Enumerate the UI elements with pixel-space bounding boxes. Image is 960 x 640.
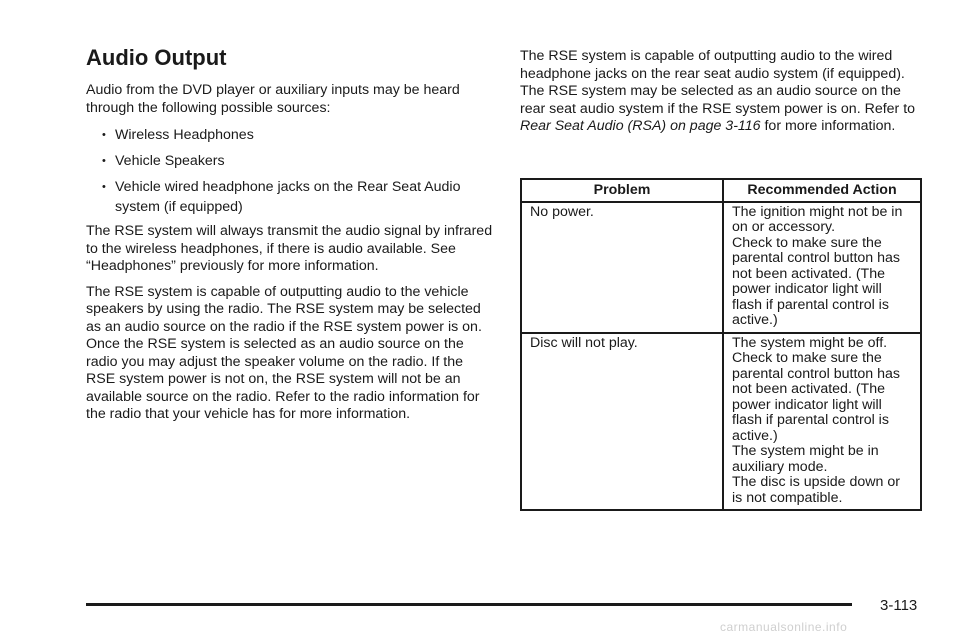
action-line: The disc is upside down or is not compatible. <box>732 474 900 506</box>
list-item-text: Vehicle wired headphone jacks on the Rear Seat Audio system (if equipped) <box>115 179 461 215</box>
speakers-paragraph: The RSE system is capable of outputting audio to the vehicle speakers by using the radio. The RSE system may be selected as an audio source on the radio if the RSE system power is on. Once the RSE system is selected as an audio source on the radio you may adjust the speaker volume on the radio. If the RSE system power is not on, the RSE system will not be an available source on the radio. Refer to the radio information for the radio that your vehicle has for more information. <box>86 283 482 422</box>
left-column <box>86 44 496 432</box>
list-item-text: Vehicle Speakers <box>115 153 225 169</box>
action-line: Check to make sure the parental control button has not been activated. (The power indicator light will flash if parental control is active.) <box>732 350 900 444</box>
page-number: 3-113 <box>880 597 918 614</box>
action-cell <box>723 202 921 333</box>
section-title: Audio Output <box>86 45 227 70</box>
list-item <box>86 177 496 217</box>
column-header-problem: Problem <box>521 179 723 202</box>
footer-rule <box>86 603 852 606</box>
table-row <box>521 202 921 333</box>
bullet-icon: • <box>102 181 106 193</box>
bullet-icon: • <box>102 155 106 167</box>
paragraph-text-end: for more information. <box>760 118 896 134</box>
intro-paragraph: Audio from the DVD player or auxiliary inputs may be heard through the following possible sources: <box>86 82 460 116</box>
watermark: carmanualsonline.info <box>720 620 848 634</box>
troubleshooting-table <box>520 178 922 511</box>
right-column <box>520 48 922 144</box>
wireless-paragraph: The RSE system will always transmit the audio signal by infrared to the wireless headphones, if there is audio available. See “Headphones” previously for more information. <box>86 223 493 274</box>
action-cell <box>723 333 921 511</box>
action-line: Check to make sure the parental control button has not been activated. (The power indicator light will flash if parental control is active.) <box>732 234 900 328</box>
headphone-jacks-paragraph <box>520 48 922 136</box>
paragraph-text: The RSE system is capable of outputting audio to the wired headphone jacks on the rear seat audio system (if equipped). The RSE system may be selected as an audio source on the rear seat audio system if the RSE system power is on. Refer to <box>520 48 916 117</box>
problem-cell: Disc will not play. <box>521 333 723 511</box>
list-item <box>86 151 496 171</box>
table-header-row <box>521 179 921 202</box>
audio-source-list <box>86 125 496 217</box>
list-item <box>86 125 496 145</box>
bullet-icon: • <box>102 129 106 141</box>
action-line: The system might be off. <box>732 334 888 351</box>
problem-cell: No power. <box>521 202 723 333</box>
action-line: The system might be in auxiliary mode. <box>732 443 879 475</box>
column-header-action: Recommended Action <box>723 179 921 202</box>
list-item-text: Wireless Headphones <box>115 127 254 143</box>
cross-reference-link: Rear Seat Audio (RSA) on page 3-116 <box>520 118 761 134</box>
table-row <box>521 333 921 511</box>
action-line: The ignition might not be in on or accessory. <box>732 203 903 235</box>
